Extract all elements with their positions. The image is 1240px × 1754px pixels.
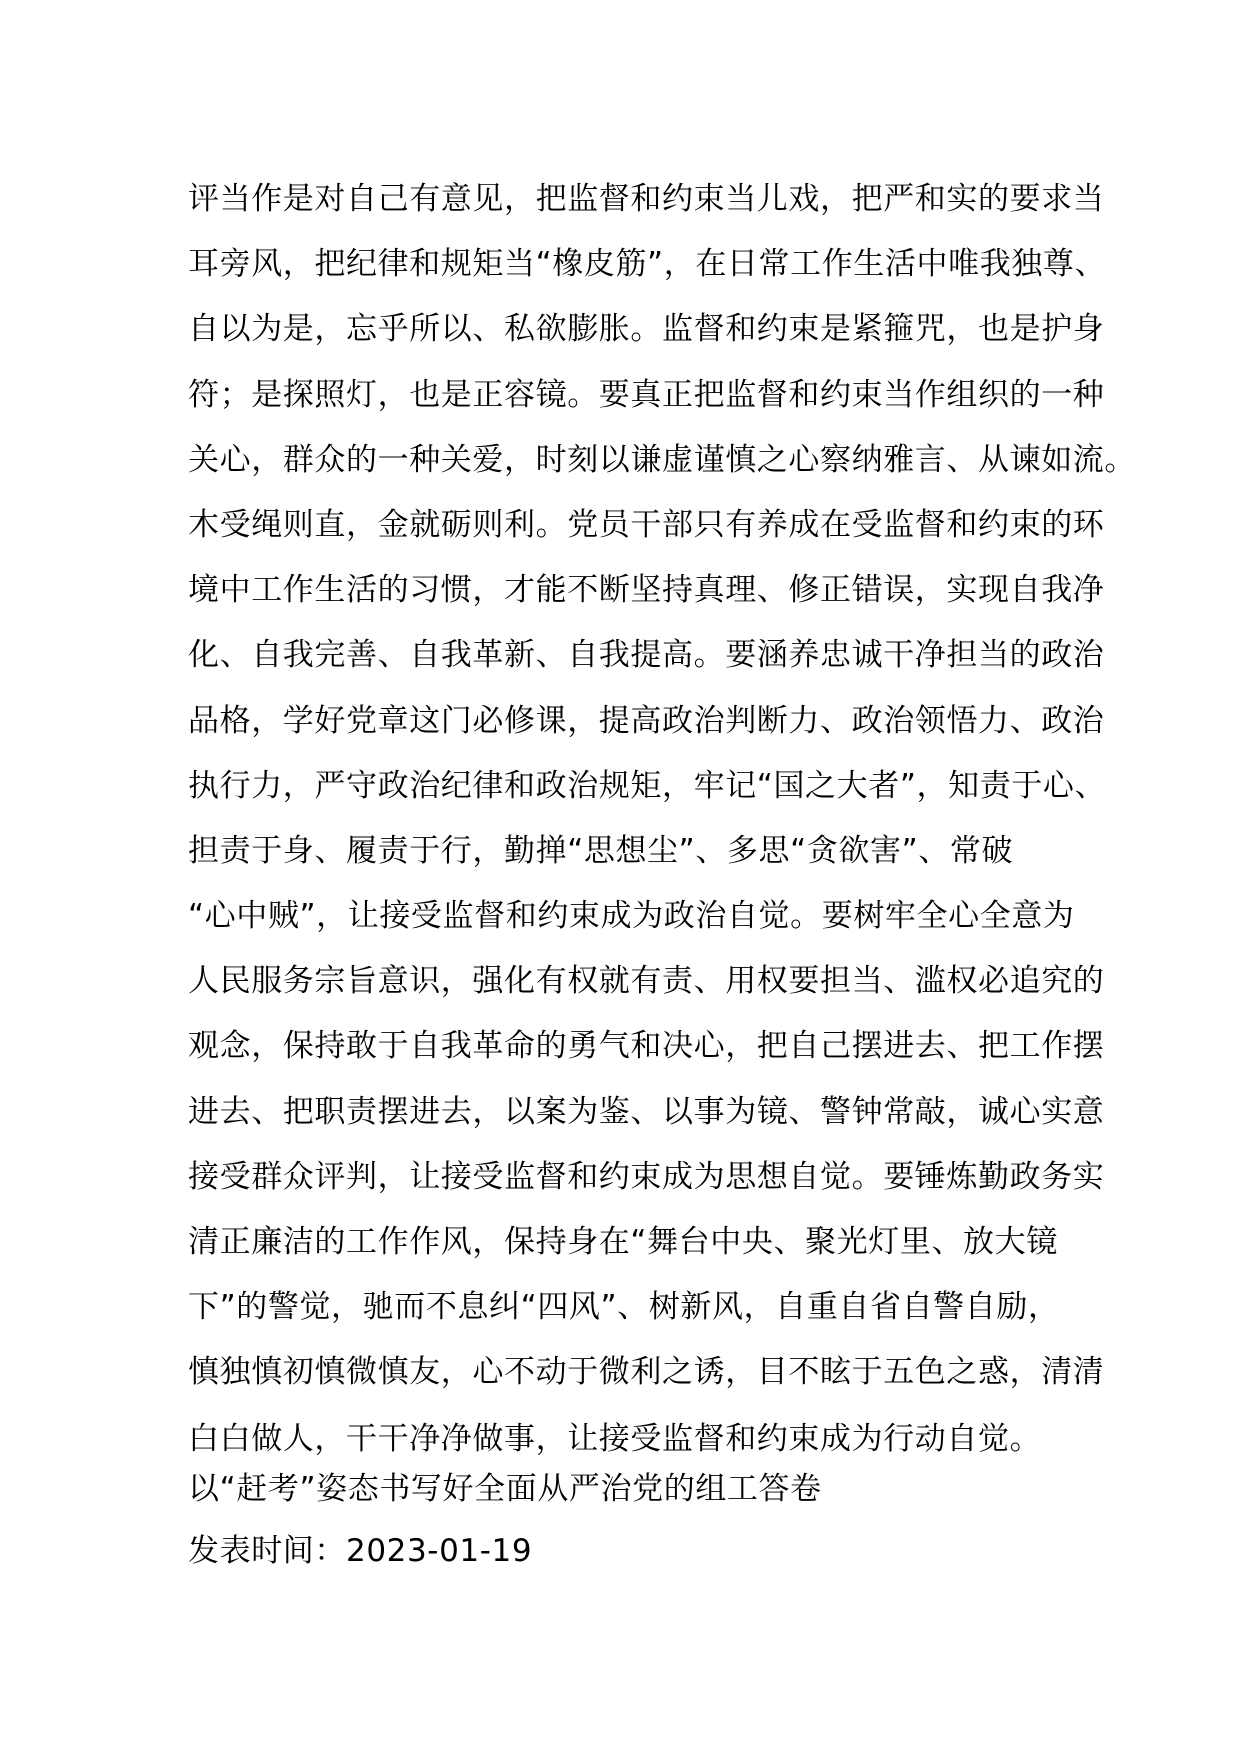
body-line-6: 木受绳则直，金就砺则利。党员干部只有养成在受监督和约束的环 xyxy=(188,506,1105,543)
body-line-12: “心中贼”，让接受监督和约束成为政治自觉。要树牢全心全意为 xyxy=(188,898,1075,935)
publish-label: 发表时间： xyxy=(188,1533,346,1569)
body-line-16: 接受群众评判，让接受监督和约束成为思想自觉。要锤炼勤政务实 xyxy=(188,1158,1105,1195)
body-line-7: 境中工作生活的习惯，才能不断坚持真理、修正错误，实现自我净 xyxy=(188,572,1105,609)
publish-time xyxy=(188,1531,532,1571)
body-line-15: 进去、把职责摆进去，以案为鉴、以事为镜、警钟常敲，诚心实意 xyxy=(188,1093,1105,1130)
body-line-14: 观念，保持敢于自我革命的勇气和决心，把自己摆进去、把工作摆 xyxy=(188,1028,1105,1065)
body-line-8: 化、自我完善、自我革新、自我提高。要涵养忠诚干净担当的政治 xyxy=(188,637,1105,674)
body-line-20: 白白做人，干干净净做事，让接受监督和约束成为行动自觉。 xyxy=(188,1420,1042,1457)
body-line-5: 关心，群众的一种关爱，时刻以谦虚谨慎之心察纳雅言、从谏如流。 xyxy=(188,441,1136,478)
next-article-title: 以“赶考”姿态书写好全面从严治党的组工答卷 xyxy=(188,1471,822,1507)
body-line-2: 耳旁风，把纪律和规矩当“橡皮筋”，在日常工作生活中唯我独尊、 xyxy=(188,246,1107,283)
body-line-17: 清正廉洁的工作作风，保持身在“舞台中央、聚光灯里、放大镜 xyxy=(188,1224,1058,1260)
body-line-9: 品格，学好党章这门必修课，提高政治判断力、政治领悟力、政治 xyxy=(188,702,1105,739)
body-line-1: 评当作是对自己有意见，把监督和约束当儿戏，把严和实的要求当 xyxy=(188,181,1105,217)
body-line-13: 人民服务宗旨意识，强化有权就有责、用权要担当、滥权必追究的 xyxy=(188,963,1105,1000)
publish-date: 2023-01-19 xyxy=(346,1533,533,1569)
body-line-18: 下”的警觉，驰而不息纠“四风”、树新风，自重自省自警自励， xyxy=(188,1289,1060,1326)
body-line-19: 慎独慎初慎微慎友，心不动于微利之诱，目不眩于五色之惑，清清 xyxy=(188,1354,1105,1391)
body-line-11: 担责于身、履责于行，勤掸“思想尘”、多思“贪欲害”、常破 xyxy=(188,832,1014,869)
body-line-3: 自以为是，忘乎所以、私欲膨胀。监督和约束是紧箍咒，也是护身 xyxy=(188,311,1105,348)
body-line-10: 执行力，严守政治纪律和政治规矩，牢记“国之大者”，知责于心、 xyxy=(188,767,1107,804)
article-body xyxy=(188,167,1136,1473)
body-line-4: 符；是探照灯，也是正容镜。要真正把监督和约束当作组织的一种 xyxy=(188,376,1105,413)
